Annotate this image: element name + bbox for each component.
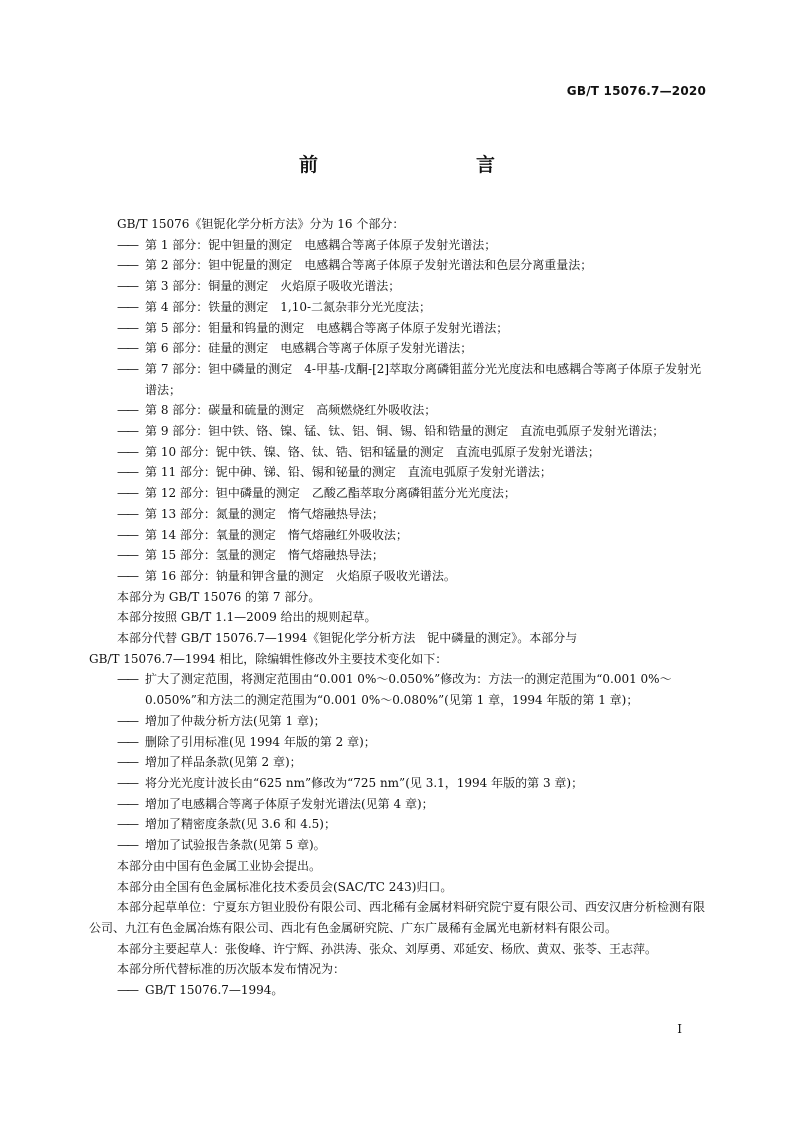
em-dash-marker: ——	[117, 775, 137, 790]
em-dash-marker: ——	[117, 299, 137, 314]
part-item	[117, 483, 705, 504]
em-dash-marker: ——	[117, 424, 137, 439]
replace-statement-line1: 本部分代替 GB/T 15076.7—1994《钽铌化学分析方法 铌中磷量的测定》。本部分与	[117, 631, 578, 646]
part-item-text: 第 16 部分：钠量和钾含量的测定 火焰原子吸收光谱法。	[145, 568, 456, 583]
part-item	[117, 462, 705, 483]
part-item-text: 第 5 部分：钼量和钨量的测定 电感耦合等离子体原子发射光谱法；	[145, 320, 509, 335]
em-dash-marker: ——	[117, 983, 137, 998]
em-dash-marker: ——	[117, 341, 137, 356]
history-item-text: GB/T 15076.7—1994。	[145, 983, 284, 998]
history-list	[117, 980, 705, 1001]
em-dash-marker: ——	[117, 672, 137, 687]
rules-statement: 本部分按照 GB/T 1.1—2009 给出的规则起草。	[117, 610, 377, 625]
change-item	[117, 794, 705, 815]
change-item	[117, 669, 705, 710]
part-item	[117, 276, 705, 297]
em-dash-marker: ——	[117, 444, 137, 459]
part-item	[117, 359, 705, 400]
part-item-text: 第 4 部分：铁量的测定 1,10-二氮杂菲分光光度法；	[145, 299, 432, 314]
drafters-statement: 本部分主要起草人：张俊峰、许宁辉、孙洪涛、张众、刘厚勇、邓延安、杨欣、黄双、张苓、王志萍。	[117, 941, 658, 956]
part-item	[117, 545, 705, 566]
drafting-units-text: 本部分起草单位：宁夏东方钽业股份有限公司、西北稀有金属材料研究院宁夏有限公司、西安汉唐分析检测有限公司、九江有色金属冶炼有限公司、西北有色金属研究院、广东广晟稀有金属光电新材料有限公司。	[89, 900, 706, 935]
part-item-text: 第 12 部分：钽中磷量的测定 乙酸乙酯萃取分离磷钼蓝分光光度法；	[145, 486, 516, 501]
part-item	[117, 255, 705, 276]
change-item	[117, 732, 705, 753]
em-dash-marker: ——	[117, 548, 137, 563]
change-item-text: 增加了仲裁分析方法(见第 1 章)；	[145, 713, 326, 728]
em-dash-marker: ——	[117, 279, 137, 294]
replace-statement-line2: GB/T 15076.7—1994 相比，除编辑性修改外主要技术变化如下：	[89, 651, 448, 666]
em-dash-marker: ——	[117, 237, 137, 252]
part-item-text: 第 7 部分：钽中磷量的测定 4-甲基-戊酮-[2]萃取分离磷钼蓝分光光度法和电感耦合等离子体原子发射光谱法；	[145, 361, 702, 397]
proposed-statement: 本部分由中国有色金属工业协会提出。	[117, 858, 322, 873]
em-dash-marker: ——	[117, 817, 137, 832]
change-item-text: 增加了精密度条款(见 3.6 和 4.5)；	[145, 817, 336, 832]
part-statement: 本部分为 GB/T 15076 的第 7 部分。	[117, 589, 321, 604]
change-item-text: 增加了试验报告条款(见第 5 章)。	[145, 838, 326, 853]
change-item	[117, 773, 705, 794]
em-dash-marker: ——	[117, 403, 137, 418]
changes-list	[117, 669, 705, 855]
em-dash-marker: ——	[117, 506, 137, 521]
change-item-text: 将分光光度计波长由“625 nm”修改为“725 nm”(见 3.1，1994 年版的第 3 章)；	[145, 775, 584, 790]
change-item-text: 增加了样品条款(见第 2 章)；	[145, 755, 302, 770]
page-title: 前 言	[298, 154, 535, 176]
committee-statement: 本部分由全国有色金属标准化技术委员会(SAC/TC 243)归口。	[117, 879, 453, 894]
change-item	[117, 752, 705, 773]
em-dash-marker: ——	[117, 734, 137, 749]
change-item	[117, 711, 705, 732]
part-item-text: 第 6 部分：硅量的测定 电感耦合等离子体原子发射光谱法；	[145, 341, 473, 356]
em-dash-marker: ——	[117, 568, 137, 583]
em-dash-marker: ——	[117, 465, 137, 480]
part-item	[117, 318, 705, 339]
part-item-text: 第 9 部分：钽中铁、铬、镍、锰、钛、铝、铜、锡、铅和锆量的测定 直流电弧原子发射光谱法；	[145, 424, 665, 439]
part-item	[117, 400, 705, 421]
change-item	[117, 835, 705, 856]
part-item	[117, 235, 705, 256]
part-item	[117, 442, 705, 463]
part-item	[117, 504, 705, 525]
em-dash-marker: ——	[117, 361, 137, 376]
change-item-text: 扩大了测定范围，将测定范围由“0.001 0%～0.050%”修改为：方法一的测定范围为“0.001 0%～0.050%”和方法二的测定范围为“0.001 0%～0.080%”(见第 1 章，1994 年版的第 1 章)；	[145, 672, 672, 708]
standard-number: GB/T 15076.7—2020	[566, 84, 706, 98]
parts-list	[117, 235, 705, 587]
em-dash-marker: ——	[117, 320, 137, 335]
change-item-text: 删除了引用标准(见 1994 年版的第 2 章)；	[145, 734, 376, 749]
part-item-text: 第 11 部分：铌中砷、锑、铅、锡和铋量的测定 直流电弧原子发射光谱法；	[145, 465, 552, 480]
em-dash-marker: ——	[117, 258, 137, 273]
part-item-text: 第 10 部分：铌中铁、镍、铬、钛、锆、铝和锰量的测定 直流电弧原子发射光谱法；	[145, 444, 600, 459]
part-item	[117, 525, 705, 546]
part-item	[117, 297, 705, 318]
em-dash-marker: ——	[117, 527, 137, 542]
part-item	[117, 338, 705, 359]
history-item	[117, 980, 705, 1001]
em-dash-marker: ——	[117, 713, 137, 728]
change-item-text: 增加了电感耦合等离子体原子发射光谱法(见第 4 章)；	[145, 796, 434, 811]
part-item-text: 第 14 部分：氧量的测定 惰气熔融红外吸收法；	[145, 527, 408, 542]
change-item	[117, 814, 705, 835]
em-dash-marker: ——	[117, 796, 137, 811]
em-dash-marker: ——	[117, 486, 137, 501]
page-number: I	[677, 1022, 682, 1036]
history-statement: 本部分所代替标准的历次版本发布情况为：	[117, 962, 346, 977]
foreword-body	[89, 214, 706, 1001]
part-item-text: 第 1 部分：铌中钽量的测定 电感耦合等离子体原子发射光谱法；	[145, 237, 497, 252]
drafting-units	[89, 897, 706, 938]
part-item-text: 第 2 部分：钽中铌量的测定 电感耦合等离子体原子发射光谱法和色层分离重量法；	[145, 258, 593, 273]
part-item-text: 第 13 部分：氮量的测定 惰气熔融热导法；	[145, 506, 384, 521]
part-item	[117, 421, 705, 442]
intro-paragraph: GB/T 15076《钽铌化学分析方法》分为 16 个部分：	[117, 217, 405, 231]
em-dash-marker: ——	[117, 838, 137, 853]
part-item-text: 第 8 部分：碳量和硫量的测定 高频燃烧红外吸收法；	[145, 403, 437, 418]
part-item	[117, 566, 705, 587]
part-item-text: 第 3 部分：铜量的测定 火焰原子吸收光谱法；	[145, 279, 401, 294]
em-dash-marker: ——	[117, 755, 137, 770]
part-item-text: 第 15 部分：氢量的测定 惰气熔融热导法；	[145, 548, 384, 563]
